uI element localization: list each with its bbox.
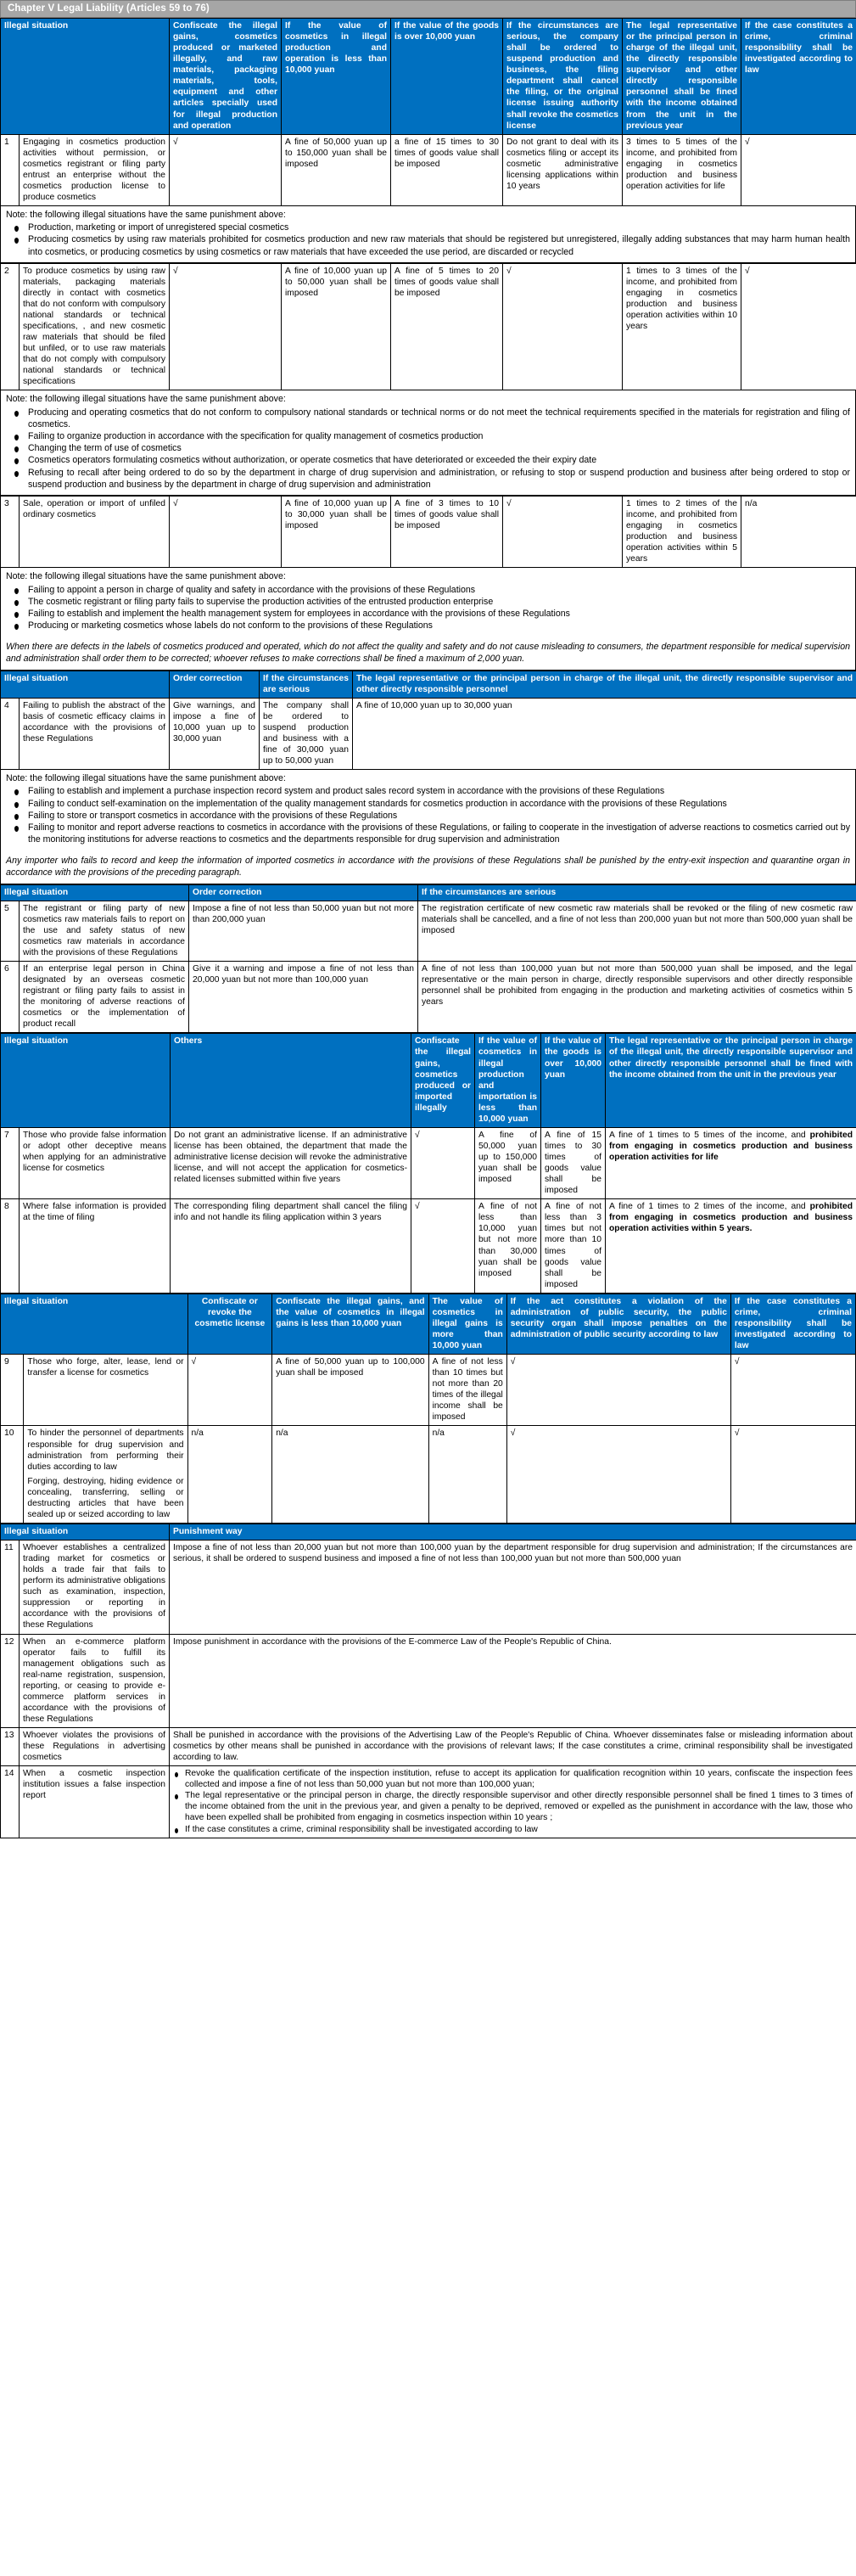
cell-serious: √ (503, 496, 623, 567)
cell-public-security: √ (506, 1426, 730, 1524)
cell-situation (24, 1426, 187, 1524)
col-value-less: If the value of cosmetics in illegal production and importation is less than 10,000 yuan (475, 1034, 541, 1128)
cell-serious: The company shall be ordered to suspend production and business with a fine of 30,000 yuan up to 50,000 yuan (260, 698, 353, 769)
table-row (1, 1766, 856, 1838)
cell-order-correction: Impose a fine of not less than 50,000 yuan but not more than 200,000 yuan (189, 901, 418, 961)
note-block-4 (0, 770, 856, 884)
col-illegal-situation: Illegal situation (1, 19, 170, 135)
representative-prefix: A fine of 1 times to 2 times of the income, and (609, 1202, 810, 1212)
col-order-correction: Order correction (170, 671, 260, 698)
col-value-more: The value of cosmetics in illegal gains is more than 10,000 yuan (428, 1294, 506, 1354)
note-title: Note: the following illegal situations have the same punishment above: (6, 394, 286, 405)
cell-others: Do not grant an administrative license. If an administrative license has been obtained, the department that made the administrative license decision will revoke the administrative license, and will not accept the application for cosmetics-related licenses submitted within five years (171, 1127, 411, 1198)
table-articles-1c (0, 496, 856, 568)
cell-situation: Whoever establishes a centralized trading market for cosmetics or holds a trade fair that fails to perform its administrative obligations such as examination, inspection, suppression or reporting in accordance with the provisions of these Regulations (20, 1541, 170, 1635)
cell-confiscate-less: A fine of 50,000 yuan up to 100,000 yuan shall be imposed (272, 1355, 428, 1426)
representative-emphasis: prohibited from engaging in cosmetics production and business operation activities for life (609, 1130, 853, 1162)
cell-confiscate: √ (170, 134, 282, 205)
row-number: 9 (1, 1355, 24, 1426)
cell-serious: √ (503, 263, 623, 390)
note-item: Failing to organize production in accordance with the specification for quality management of cosmetics production (6, 430, 850, 442)
table-row (1, 901, 856, 961)
col-confiscate: Confiscate the illegal gains, cosmetics produced or marketed illegally, and raw materials, packaging materials, tools, equipment and other articles specially used for illegal production and operation (170, 19, 282, 135)
col-public-security: If the act constitutes a violation of the administration of public security, the public security organ shall impose penalties on the administration of public security according to law (506, 1294, 730, 1354)
situation-part-2: Forging, destroying, hiding evidence or concealing, transferring, selling or destructing articles that have been sealed up or seized according to law (27, 1476, 184, 1519)
row-number: 2 (1, 263, 20, 390)
row-number: 13 (1, 1728, 20, 1766)
col-illegal-situation: Illegal situation (1, 1294, 188, 1354)
cell-value-more: A fine of not less than 10 times but not more than 20 times of the illegal income shall be imposed (428, 1355, 506, 1426)
row-number: 3 (1, 496, 20, 567)
row-number: 5 (1, 901, 20, 961)
cell-representative: 1 times to 3 times of the income, and prohibited from engaging in cosmetics production and business operation activities within 10 years (623, 263, 741, 390)
table-row (1, 1199, 856, 1294)
cell-confiscate: √ (170, 496, 282, 567)
note-item: Failing to appoint a person in charge of quality and safety in accordance with the provisions of these Regulations (6, 584, 850, 596)
note-italic-paragraph: When there are defects in the labels of cosmetics produced and operated, which do not affect the quality and safety and do not cause misleading to consumers, the department responsible for medical supervision and administration shall order them to be corrected; whoever refuses to make corrections shall be fined a maximum of 2,000 yuan. (6, 642, 850, 665)
note-item: Failing to conduct self-examination on the implementation of the quality management standards for cosmetics production in accordance with the provisions of these Regulations (6, 798, 850, 810)
representative-prefix: A fine of 1 times to 5 times of the income, and (609, 1130, 810, 1140)
table-row (1, 1541, 856, 1635)
note-item: Refusing to recall after being ordered to do so by the department in charge of drug supervision and administration, or refusing to stop or suspend production and business after being ordered to stop or suspend production and business by the department in charge of drug supervision and administration (6, 467, 850, 491)
note-list (6, 785, 850, 845)
punishment-item: If the case constitutes a crime, criminal responsibility shall be investigated according to law (173, 1824, 853, 1835)
cell-value-less: A fine of not less than 10,000 yuan but not more than 30,000 yuan shall be imposed (475, 1199, 541, 1294)
cell-punishment: Impose a fine of not less than 20,000 yuan but not more than 100,000 yuan by the department responsible for drug supervision and administration; If the circumstances are serious, it shall be ordered to suspend business and imposed a fine of not less than 100,000 yuan but not more than 500,000 yuan (170, 1541, 856, 1635)
note-block-1 (0, 206, 856, 263)
table-articles-4 (0, 1033, 856, 1293)
table-header-row (1, 1294, 856, 1354)
cell-value-less: A fine of 50,000 yuan up to 150,000 yuan shall be imposed (282, 134, 391, 205)
table-header-row (1, 671, 856, 698)
col-value-over: If the value of the goods is over 10,000 yuan (391, 19, 503, 135)
table-header-row (1, 19, 856, 135)
cell-crime: √ (730, 1355, 855, 1426)
row-number: 4 (1, 698, 20, 769)
cell-punishment: Shall be punished in accordance with the provisions of the Advertising Law of the People's Republic of China. Whoever disseminates false or misleading information about cosmetics by other means shall be punished in accordance with the provisions of relevant laws; If the case constitutes a crime, criminal responsibility shall be investigated according to law. (170, 1728, 856, 1766)
cell-value-over: A fine of 3 times to 10 times of goods value shall be imposed (391, 496, 503, 567)
table-articles-3 (0, 884, 856, 1034)
note-item: Failing to establish and implement a purchase inspection record system and product sales record system in accordance with the provisions of these Regulations (6, 785, 850, 797)
cell-situation: Sale, operation or import of unfiled ordinary cosmetics (20, 496, 170, 567)
cell-situation: The registrant or filing party of new cosmetics raw materials fails to report on the use and safety status of new cosmetics raw materials in accordance with the provisions of these Regulations (20, 901, 189, 961)
row-number: 8 (1, 1199, 20, 1294)
row-number: 10 (1, 1426, 24, 1524)
cell-punishment: Impose punishment in accordance with the provisions of the E-commerce Law of the People's Republic of China. (170, 1634, 856, 1728)
note-title: Note: the following illegal situations have the same punishment above: (6, 773, 286, 784)
cell-others: The corresponding filing department shall cancel the filing info and not handle its filing application within 3 years (171, 1199, 411, 1294)
cell-representative: A fine of 10,000 yuan up to 30,000 yuan (353, 698, 856, 769)
col-illegal-situation: Illegal situation (1, 671, 170, 698)
cell-value-less: A fine of 10,000 yuan up to 30,000 yuan shall be imposed (282, 496, 391, 567)
table-articles-6 (0, 1524, 856, 1838)
table-row (1, 134, 856, 205)
cell-punishment (170, 1766, 856, 1838)
table-row (1, 1355, 856, 1426)
cell-value-over: A fine of 5 times to 20 times of goods value shall be imposed (391, 263, 503, 390)
cell-situation: Failing to publish the abstract of the basis of cosmetic efficacy claims in accordance with the provisions of these Regulations (20, 698, 170, 769)
note-block-3 (0, 568, 856, 670)
table-row (1, 1634, 856, 1728)
table-articles-1b (0, 263, 856, 391)
cell-value-over: A fine of 15 times to 30 times of goods value shall be imposed (541, 1127, 606, 1198)
cell-representative: 3 times to 5 times of the income, and prohibited from engaging in cosmetics production and business operation activities for life (623, 134, 741, 205)
cell-crime: n/a (741, 496, 856, 567)
cell-value-over: A fine of not less than 3 times but not more than 10 times of goods value shall be imposed (541, 1199, 606, 1294)
cell-situation: Engaging in cosmetics production activities without permission, or cosmetics registrant or filing party entrust an enterprise without the cosmetics production license to produce cosmetics (20, 134, 170, 205)
cell-revoke: n/a (187, 1426, 272, 1524)
cell-situation: To produce cosmetics by using raw materials, packaging materials directly in contact with cosmetics that do not conform with compulsory national standards or technical specifications, , and new cosmetic raw materials that should be filed but unfiled, or to use raw materials that do not comply with compulsory national standards or technical specifications (20, 263, 170, 390)
col-serious: If the circumstances are serious (418, 884, 856, 901)
col-others: Others (171, 1034, 411, 1128)
table-row (1, 1728, 856, 1766)
note-item: Changing the term of use of cosmetics (6, 442, 850, 454)
punishment-list (173, 1768, 853, 1834)
cell-situation: If an enterprise legal person in China designated by an overseas cosmetic registrant or filing party fails to assist in the monitoring of adverse reactions of cosmetics or the implementation of product recall (20, 962, 189, 1033)
table-articles-5 (0, 1294, 856, 1524)
note-title: Note: the following illegal situations have the same punishment above: (6, 571, 286, 582)
row-number: 7 (1, 1127, 20, 1198)
cell-confiscate: √ (170, 263, 282, 390)
table-row (1, 263, 856, 390)
cell-situation: Whoever violates the provisions of these Regulations in advertising cosmetics (20, 1728, 170, 1766)
note-item: Failing to store or transport cosmetics in accordance with the provisions of these Regulations (6, 810, 850, 822)
cell-situation: Those who provide false information or adopt other deceptive means when applying for an administrative license for cosmetics (20, 1127, 171, 1198)
cell-crime: √ (741, 263, 856, 390)
table-row (1, 1426, 856, 1524)
col-representative: The legal representative or the principal person in charge of the illegal unit, the directly responsible supervisor and other directly responsible personnel (353, 671, 856, 698)
col-illegal-situation: Illegal situation (1, 1524, 170, 1540)
col-crime: If the case constitutes a crime, criminal responsibility shall be investigated according to law (741, 19, 856, 135)
cell-crime: √ (730, 1426, 855, 1524)
row-number: 14 (1, 1766, 20, 1838)
row-number: 1 (1, 134, 20, 205)
col-confiscate-less: Confiscate the illegal gains, and the value of cosmetics in illegal gains is less than 10,000 yuan (272, 1294, 428, 1354)
note-title: Note: the following illegal situations have the same punishment above: (6, 210, 286, 220)
table-row (1, 962, 856, 1033)
representative-emphasis: prohibited from engaging in cosmetics production and business operation activities within 5 years. (609, 1202, 853, 1234)
cell-confiscate-less: n/a (272, 1426, 428, 1524)
row-number: 6 (1, 962, 20, 1033)
cell-situation: When a cosmetic inspection institution issues a false inspection report (20, 1766, 170, 1838)
cell-serious: Do not grant to deal with its cosmetics filing or accept its cosmetic administrative licensing applications within 10 years (503, 134, 623, 205)
table-row (1, 1127, 856, 1198)
col-punishment-way: Punishment way (170, 1524, 856, 1540)
cell-crime: √ (741, 134, 856, 205)
col-confiscate: Confiscate the illegal gains, cosmetics produced or imported illegally (411, 1034, 475, 1128)
note-item: Producing or marketing cosmetics whose labels do not conform to the provisions of these Regulations (6, 620, 850, 631)
chapter-title: Chapter V Legal Liability (Articles 59 to 76) (0, 0, 856, 18)
note-item: Producing cosmetics by using raw materials prohibited for cosmetics production and new raw materials that should be registered but unregistered, illegally adding substances that may harm human health into cosmetics, or producing cosmetics by using cosmetics or raw materials that have exceeded the use period, are discarded or recycled (6, 233, 850, 257)
note-item: Cosmetics operators formulating cosmetics without authorization, or operate cosmetics that have deteriorated or exceeded the their expiry date (6, 454, 850, 466)
note-item: Failing to establish and implement the health management system for employees in accordance with the provisions of these Regulations (6, 608, 850, 620)
cell-order-correction: Give warnings, and impose a fine of 10,000 yuan up to 30,000 yuan (170, 698, 260, 769)
col-value-less: If the value of cosmetics in illegal production and operation is less than 10,000 yuan (282, 19, 391, 135)
col-serious: If the circumstances are serious (260, 671, 353, 698)
cell-situation: Those who forge, alter, lease, lend or transfer a license for cosmetics (24, 1355, 187, 1426)
col-illegal-situation: Illegal situation (1, 1034, 171, 1128)
col-order-correction: Order correction (189, 884, 418, 901)
cell-confiscate: √ (411, 1199, 475, 1294)
cell-situation: When an e-commerce platform operator fails to fulfill its management obligations such as real-name registration, suspension, reporting, or ceasing to provide e-commerce platform services in accordance with the provisions of these Regulations (20, 1634, 170, 1728)
cell-confiscate: √ (411, 1127, 475, 1198)
cell-value-less: A fine of 50,000 yuan up to 150,000 yuan shall be imposed (475, 1127, 541, 1198)
note-item: Production, marketing or import of unregistered special cosmetics (6, 222, 850, 233)
note-list (6, 407, 850, 491)
table-header-row (1, 1524, 856, 1540)
note-list (6, 584, 850, 632)
note-italic-paragraph: Any importer who fails to record and keep the information of imported cosmetics in accordance with the provisions of these Regulations shall be punished by the entry-exit inspection and quarantine organ in accordance with the provisions of the preceding paragraph. (6, 856, 850, 878)
cell-order-correction: Give it a warning and impose a fine of not less than 20,000 yuan but not more than 100,000 yuan (189, 962, 418, 1033)
note-list (6, 222, 850, 258)
punishment-item: Revoke the qualification certificate of the inspection institution, refuse to accept its application for qualification recognition within 10 years, confiscate the inspection fees collected and impose a fine of not less than 50,000 yuan but not more than 100,000 yuan; (173, 1768, 853, 1790)
note-item: Producing and operating cosmetics that do not conform to compulsory national standards or technical norms or do not meet the technical requirements specified in the materials for registration and filing of cosmetics. (6, 407, 850, 430)
cell-public-security: √ (506, 1355, 730, 1426)
table-row (1, 496, 856, 567)
row-number: 11 (1, 1541, 20, 1635)
cell-value-more: n/a (428, 1426, 506, 1524)
col-illegal-situation: Illegal situation (1, 884, 189, 901)
col-value-over: If the value of the goods is over 10,000 yuan (541, 1034, 606, 1128)
col-representative: The legal representative or the principal person in charge of the illegal unit, the directly responsible supervisor and other directly responsible personnel shall be fined with the income obtained from the unit in the previous year (623, 19, 741, 135)
cell-value-less: A fine of 10,000 yuan up to 50,000 yuan shall be imposed (282, 263, 391, 390)
punishment-item: The legal representative or the principal person in charge, the directly responsible supervisor and other directly responsible personnel shall be fined 1 times to 3 times of the income obtained from the unit in the previous year, and given a penalty to be deprived, removed or expelled as the punishment in accordance with the law, those who have been expelled shall be prohibited from engaging in cosmetics inspection within 10 years ; (173, 1790, 853, 1823)
table-articles-2 (0, 671, 856, 771)
note-item: Failing to monitor and report adverse reactions to cosmetics in accordance with the provisions of these Regulations, or failing to cooperate in the investigation of adverse reactions to cosmetics carried out by the monitoring institutions for adverse reactions to cosmetics and the departments responsible for drug supervision and administration (6, 822, 850, 845)
table-articles-1 (0, 18, 856, 206)
situation-part-1: To hinder the personnel of departments responsible for drug supervision and administration from performing their duties according to law (27, 1428, 184, 1472)
table-header-row (1, 884, 856, 901)
table-row (1, 698, 856, 769)
cell-representative (606, 1127, 856, 1198)
col-crime: If the case constitutes a crime, criminal responsibility shall be investigated according to law (730, 1294, 855, 1354)
col-representative: The legal representative or the principal person in charge of the illegal unit, the directly responsible supervisor and other directly responsible personnel shall be fined with the income obtained from the unit in the previous year (606, 1034, 856, 1128)
cell-situation: Where false information is provided at the time of filing (20, 1199, 171, 1294)
cell-value-over: a fine of 15 times to 30 times of goods value shall be imposed (391, 134, 503, 205)
note-item: The cosmetic registrant or filing party fails to supervise the production activities of the entrusted production enterprise (6, 596, 850, 608)
col-serious: If the circumstances are serious, the company shall be ordered to suspend production and business, the filing department shall cancel the filing, or the original license issuing authority shall revoke the cosmetics license (503, 19, 623, 135)
cell-serious: A fine of not less than 100,000 yuan but not more than 500,000 yuan shall be imposed, and the legal representative or the main person in charge, directly responsible supervisors and other directly responsible personnel shall be prohibited from engaging in the production and marketing activities of cosmetics within 5 years (418, 962, 856, 1033)
col-revoke-license: Confiscate or revoke the cosmetic license (187, 1294, 272, 1354)
cell-representative: 1 times to 2 times of the income, and prohibited from engaging in cosmetics production and business operation activities within 5 years (623, 496, 741, 567)
table-header-row (1, 1034, 856, 1128)
cell-representative (606, 1199, 856, 1294)
note-block-2 (0, 390, 856, 496)
cell-revoke: √ (187, 1355, 272, 1426)
row-number: 12 (1, 1634, 20, 1728)
cell-serious: The registration certificate of new cosmetic raw materials shall be revoked or the filing of new cosmetic raw materials shall be cancelled, and a fine of not less than 200,000 yuan but not more than 500,000 yuan shall be imposed (418, 901, 856, 961)
